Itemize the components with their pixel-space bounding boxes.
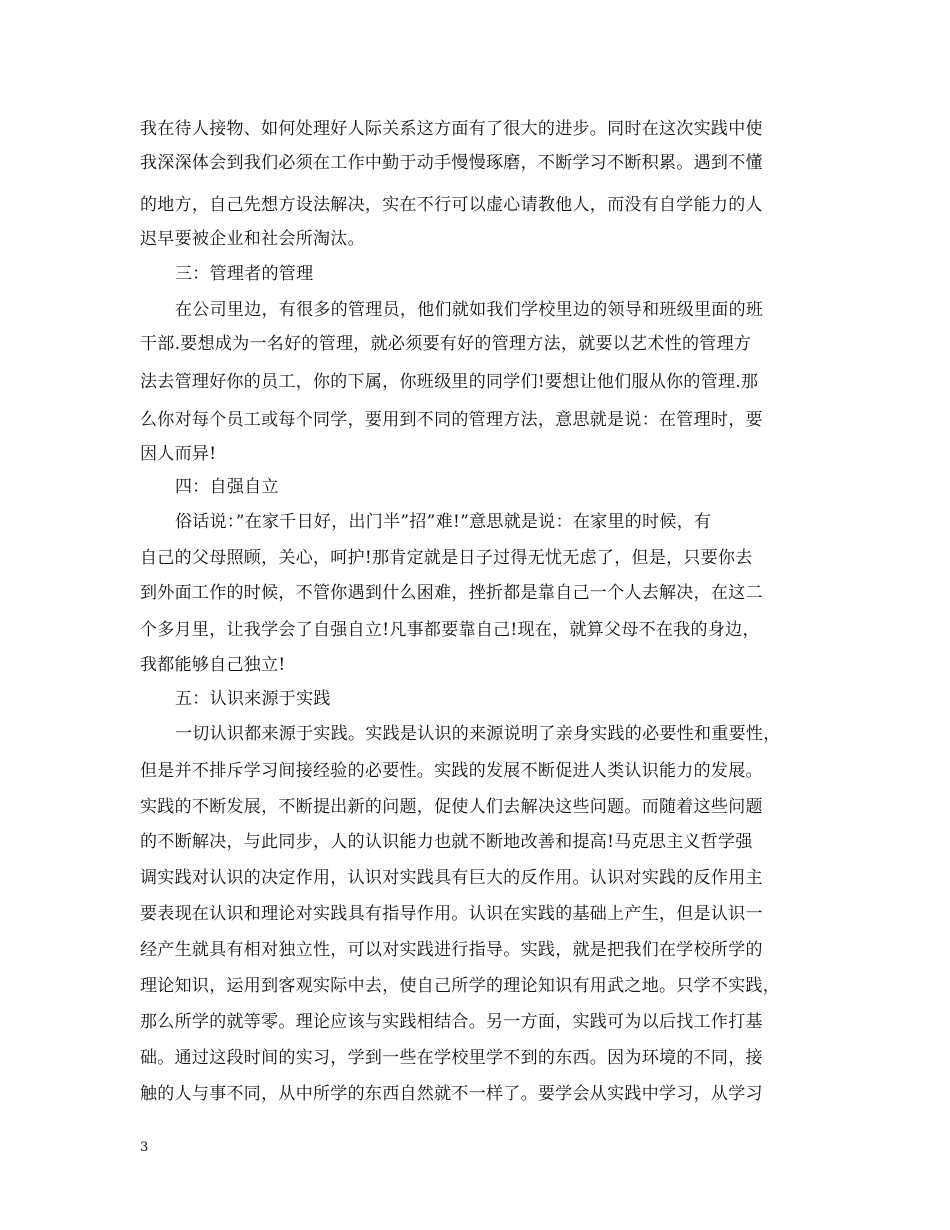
paragraph-line: 触的人与事不同，从中所学的东西自然就不一样了。要学会从实践中学习，从学习: [140, 1084, 763, 1104]
paragraph-line: 法去管理好你的员工，你的下属，你班级里的同学们!要想让他们服从你的管理.那: [140, 372, 759, 392]
paragraph-line: 自己的父母照顾，关心，呵护!那肯定就是日子过得无忧无虑了，但是，只要你去: [140, 548, 753, 568]
paragraph-line: 础。通过这段时间的实习，学到一些在学校里学不到的东西。因为环境的不同，接: [140, 1048, 763, 1068]
section-heading: 五：认识来源于实践: [175, 689, 331, 709]
paragraph-line: 在公司里边，有很多的管理员，他们就如我们学校里边的领导和班级里面的班: [175, 300, 764, 320]
paragraph-line: 但是并不排斥学习间接经验的必要性。实践的发展不断促进人类认识能力的发展。: [140, 761, 763, 781]
paragraph-line: 因人而异!: [140, 444, 217, 464]
paragraph-line: 我深深体会到我们必须在工作中勤于动手慢慢琢磨，不断学习不断积累。遇到不懂: [140, 153, 763, 173]
paragraph-line: 个多月里，让我学会了自强自立!凡事都要靠自己!现在，就算父母不在我的身边，: [140, 620, 760, 640]
paragraph-line: 一切认识都来源于实践。实践是认识的来源说明了亲身实践的必要性和重要性，: [175, 724, 781, 744]
page-number: 3: [140, 1140, 149, 1155]
paragraph-line: 我在待人接物、如何处理好人际关系这方面有了很大的进步。同时在这次实践中使: [140, 119, 763, 139]
paragraph-line: 的不断解决，与此同步，人的认识能力也就不断地改善和提高!马克思主义哲学强: [140, 832, 753, 852]
paragraph-line: 实践的不断发展，不断提出新的问题，促使人们去解决这些问题。而随着这些问题: [140, 797, 763, 817]
paragraph-line: 俗话说：”在家千日好，出门半”招”难!”意思就是说：在家里的时候，有: [175, 512, 712, 532]
paragraph-line: 那么所学的就等零。理论应该与实践相结合。另一方面，实践可为以后找工作打基: [140, 1012, 763, 1032]
paragraph-line: 要表现在认识和理论对实践具有指导作用。认识在实践的基础上产生，但是认识一: [140, 904, 763, 924]
section-heading: 三：管理者的管理: [175, 264, 314, 284]
paragraph-line: 经产生就具有相对独立性，可以对实践进行指导。实践，就是把我们在学校所学的: [140, 940, 763, 960]
paragraph-line: 调实践对认识的决定作用，认识对实践具有巨大的反作用。认识对实践的反作用主: [140, 868, 763, 888]
paragraph-line: 干部.要想成为一名好的管理，就必须要有好的管理方法，就要以艺术性的管理方: [140, 334, 752, 354]
paragraph-line: 理论知识，运用到客观实际中去，使自己所学的理论知识有用武之地。只学不实践，: [140, 976, 781, 996]
paragraph-line: 么你对每个员工或每个同学，要用到不同的管理方法，意思就是说：在管理时，要: [140, 410, 763, 430]
paragraph-line: 迟早要被企业和社会所淘汰。: [140, 229, 365, 249]
section-heading: 四：自强自立: [175, 477, 279, 497]
paragraph-line: 到外面工作的时候，不管你遇到什么困难，挫折都是靠自己一个人去解决，在这二: [140, 583, 763, 603]
paragraph-line: 的地方，自己先想方设法解决，实在不行可以虚心请教他人，而没有自学能力的人: [140, 195, 763, 215]
paragraph-line: 我都能够自己独立!: [140, 655, 286, 675]
